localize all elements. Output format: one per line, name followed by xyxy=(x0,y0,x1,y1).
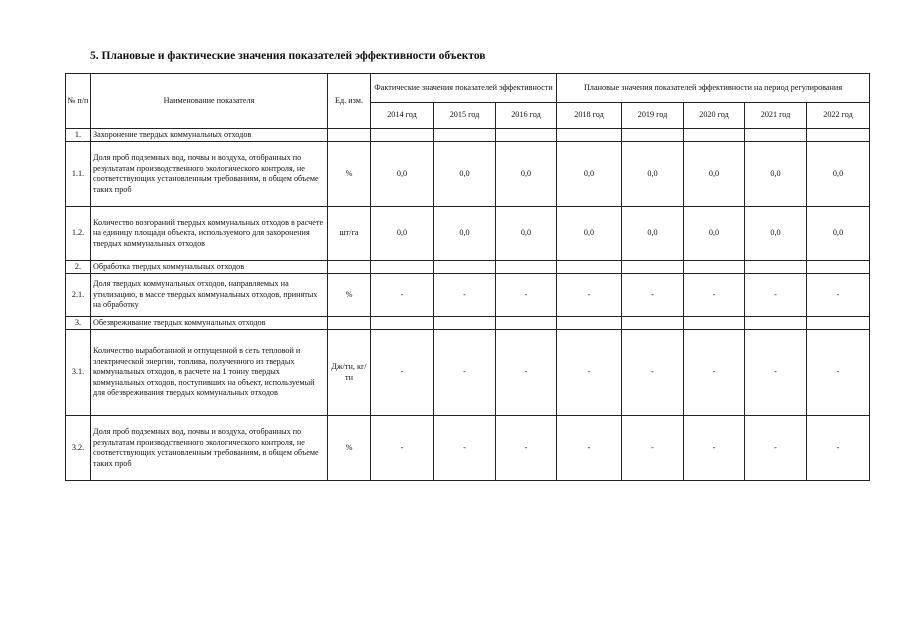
value-cell: 0,0 xyxy=(684,207,745,261)
row-unit: шт/га xyxy=(328,207,371,261)
table-row xyxy=(66,330,870,416)
value-cell: - xyxy=(496,330,557,416)
row-name: Захоронение твердых коммунальных отходов xyxy=(91,129,328,142)
value-cell: - xyxy=(745,274,807,317)
col-group-fact: Фактические значения показателей эффективности xyxy=(371,74,557,103)
row-name: Количество возгораний твердых коммунальных отходов в расчете на единицу площади объекта, используемого для захоронения твердых коммунальных отходов xyxy=(91,207,328,261)
row-unit: % xyxy=(328,274,371,317)
row-unit: % xyxy=(328,416,371,481)
row-name: Количество выработанной и отпущенной в сеть тепловой и электрической энергии, топлива, полученного из твердых коммунальных отходов, в расчете на 1 тонну твердых коммунальных отходов, поступивших на объект, используемый для обезвреживания твердых коммунальных отходов xyxy=(91,330,328,416)
value-cell: - xyxy=(557,416,622,481)
value-cell: 0,0 xyxy=(622,207,684,261)
value-cell: 0,0 xyxy=(807,142,870,207)
value-cell: - xyxy=(622,330,684,416)
row-name: Доля проб подземных вод, почвы и воздуха, отобранных по результатам производственного экологического контроля, не соответствующих установленным требованиям, в общем объеме таких проб xyxy=(91,142,328,207)
col-header-unit: Ед. изм. xyxy=(328,74,371,129)
value-cell: - xyxy=(622,416,684,481)
col-header-num: № п/п xyxy=(66,74,91,129)
value-cell: 0,0 xyxy=(745,142,807,207)
value-cell: 0,0 xyxy=(622,142,684,207)
row-num: 3.2. xyxy=(66,416,91,481)
table-row xyxy=(66,207,870,261)
value-cell: - xyxy=(807,274,870,317)
year-header: 2020 год xyxy=(684,103,745,129)
header-row xyxy=(66,74,870,103)
value-cell: 0,0 xyxy=(557,142,622,207)
value-cell: - xyxy=(684,274,745,317)
year-header: 2018 год xyxy=(557,103,622,129)
row-name: Обработка твердых коммунальных отходов xyxy=(91,261,328,274)
value-cell: 0,0 xyxy=(371,207,434,261)
table-row xyxy=(66,142,870,207)
section-row xyxy=(66,317,870,330)
value-cell: - xyxy=(371,416,434,481)
row-num: 1.2. xyxy=(66,207,91,261)
col-group-plan: Плановые значения показателей эффективности на период регулирования xyxy=(557,74,870,103)
row-name: Доля твердых коммунальных отходов, направляемых на утилизацию, в массе твердых коммунальных отходов, принятых на обработку xyxy=(91,274,328,317)
row-num: 1.1. xyxy=(66,142,91,207)
value-cell: - xyxy=(434,274,496,317)
table-row xyxy=(66,274,870,317)
row-num: 1. xyxy=(66,129,91,142)
row-unit: % xyxy=(328,142,371,207)
value-cell: - xyxy=(745,330,807,416)
value-cell: 0,0 xyxy=(807,207,870,261)
row-num: 2. xyxy=(66,261,91,274)
value-cell: 0,0 xyxy=(684,142,745,207)
row-unit: Дж/тн, кг/тн xyxy=(328,330,371,416)
indicators-table xyxy=(65,73,870,481)
value-cell: - xyxy=(684,330,745,416)
value-cell: - xyxy=(684,416,745,481)
value-cell: 0,0 xyxy=(496,207,557,261)
row-name: Обезвреживание твердых коммунальных отходов xyxy=(91,317,328,330)
value-cell: 0,0 xyxy=(434,142,496,207)
year-header: 2014 год xyxy=(371,103,434,129)
table-row xyxy=(66,416,870,481)
value-cell: 0,0 xyxy=(496,142,557,207)
year-header: 2022 год xyxy=(807,103,870,129)
value-cell: 0,0 xyxy=(745,207,807,261)
row-num: 3. xyxy=(66,317,91,330)
value-cell: - xyxy=(557,274,622,317)
value-cell: - xyxy=(807,416,870,481)
row-name: Доля проб подземных вод, почвы и воздуха, отобранных по результатам производственного экологического контроля, не соответствующих установленным требованиям, в общем объеме таких проб xyxy=(91,416,328,481)
value-cell: 0,0 xyxy=(557,207,622,261)
section-row xyxy=(66,261,870,274)
value-cell: - xyxy=(371,330,434,416)
value-cell: 0,0 xyxy=(371,142,434,207)
value-cell: - xyxy=(371,274,434,317)
col-header-name: Наименование показателя xyxy=(91,74,328,129)
year-header: 2016 год xyxy=(496,103,557,129)
value-cell: - xyxy=(496,416,557,481)
value-cell: - xyxy=(807,330,870,416)
section-row xyxy=(66,129,870,142)
value-cell: - xyxy=(622,274,684,317)
row-num: 2.1. xyxy=(66,274,91,317)
value-cell: - xyxy=(434,416,496,481)
row-num: 3.1. xyxy=(66,330,91,416)
value-cell: - xyxy=(745,416,807,481)
value-cell: 0,0 xyxy=(434,207,496,261)
year-header: 2015 год xyxy=(434,103,496,129)
value-cell: - xyxy=(434,330,496,416)
year-header: 2019 год xyxy=(622,103,684,129)
year-header: 2021 год xyxy=(745,103,807,129)
page-title: 5. Плановые и фактические значения показателей эффективности объектов xyxy=(90,50,486,62)
value-cell: - xyxy=(557,330,622,416)
value-cell: - xyxy=(496,274,557,317)
